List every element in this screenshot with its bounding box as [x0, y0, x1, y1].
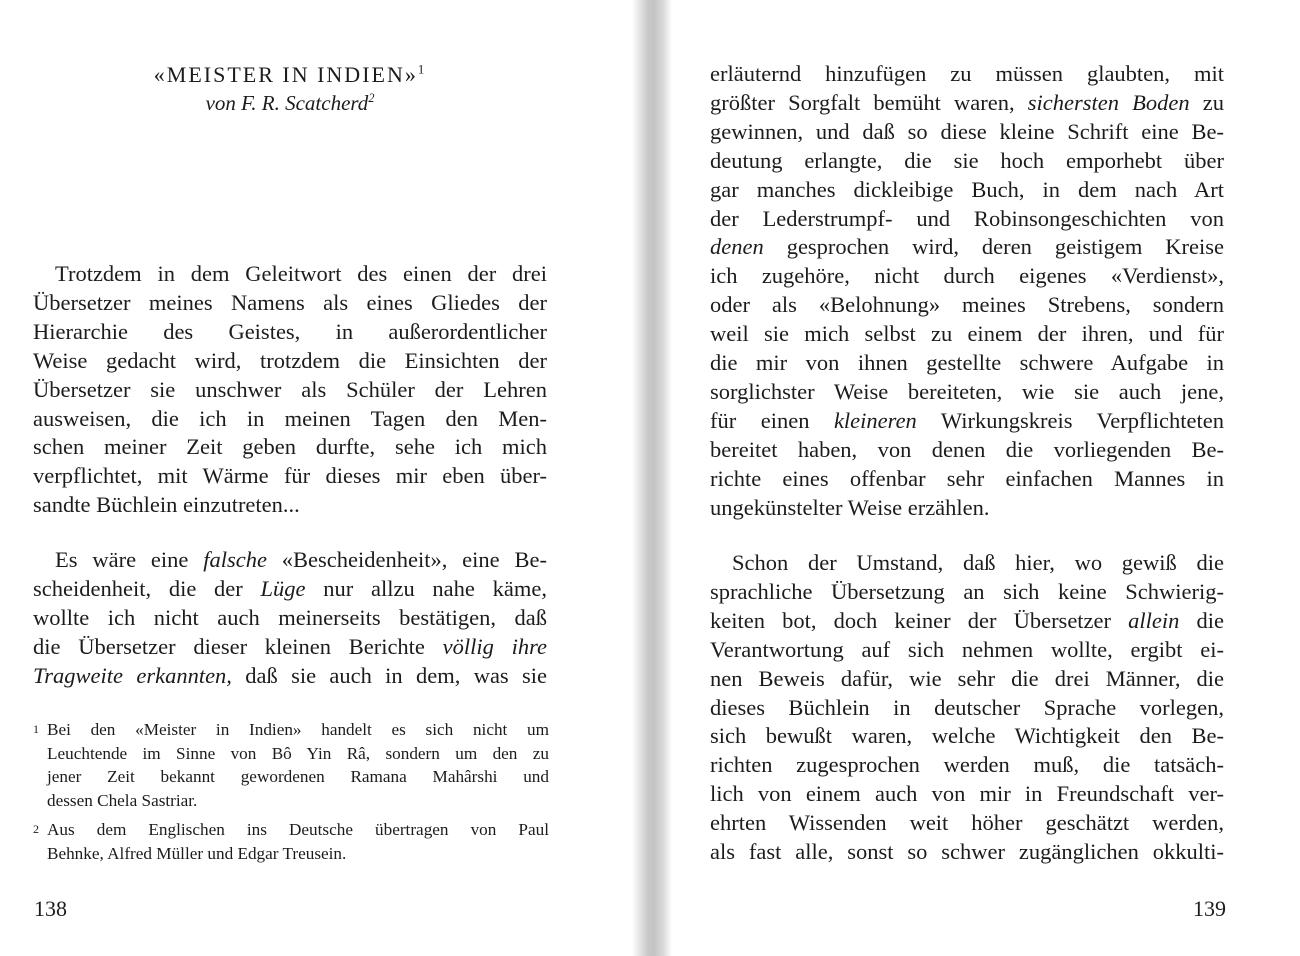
- right-page: [672, 0, 1300, 956]
- text-line: gewinnen, und daß so diese kleine Schrift eine Be-: [710, 118, 1224, 144]
- footnote-line: Bei den «Meister in Indien» handelt es sich nicht um: [47, 720, 549, 739]
- text-line: der Lederstrumpf- und Robinsongeschichten von: [710, 205, 1224, 231]
- text-run: zu: [1189, 89, 1224, 115]
- emphasis-text: Lüge: [260, 575, 306, 601]
- text-line: erläuternd hinzufügen zu müssen glaubten, mit: [710, 61, 1224, 86]
- left-page: [0, 0, 632, 956]
- text-line: gar manches dickleibige Buch, in dem nach Art: [710, 176, 1224, 202]
- text-run: «Bescheidenheit», eine Be-: [266, 547, 547, 572]
- text-line: Übersetzer meines Namens als eines Gliedes der: [33, 289, 547, 315]
- text-line: richten zugesprochen werden muß, die tatsäch-: [710, 752, 1224, 778]
- text-line: weil sie mich selbst zu einem der ihren, und für: [710, 321, 1224, 347]
- text-run: nur allzu nahe käme,: [305, 575, 547, 601]
- text-run: Es wäre eine: [55, 547, 204, 572]
- chapter-title-text: «MEISTER IN INDIEN»: [153, 62, 418, 87]
- footnote-line: Aus dem Englischen ins Deutsche übertragen von Paul: [47, 820, 549, 839]
- text-line: die mir von ihnen gestellte schwere Aufgabe in: [710, 350, 1224, 376]
- emphasis-text: denen: [710, 234, 764, 260]
- text-line: Trotzdem in dem Geleitwort des einen der drei: [55, 261, 547, 286]
- footnote-line: jener Zeit bekannt gewordenen Ramana Mahârshi und: [47, 767, 549, 787]
- text-line: ich zugehöre, nicht durch eigenes «Verdienst»,: [710, 263, 1224, 289]
- footnote-line: Leuchtende im Sinne von Bô Yin Râ, sondern um den zu: [47, 743, 549, 763]
- emphasis-text: Tragweite erkannten,: [33, 662, 232, 688]
- text-line: [33, 546, 547, 575]
- text-run: die: [1179, 607, 1224, 633]
- text-run: größter Sorgfalt bemüht waren,: [710, 89, 1028, 115]
- text-line: schen meiner Zeit geben durfte, sehe ich mich: [33, 434, 547, 460]
- text-line: [710, 607, 1224, 636]
- text-run: daß sie auch in dem, was sie: [231, 662, 547, 688]
- book-spine-gutter: [632, 0, 672, 956]
- text-line: Übersetzer sie unschwer als Schüler der Lehren: [33, 376, 547, 402]
- left-paragraph-2: [33, 546, 547, 691]
- text-line: [710, 233, 1224, 262]
- emphasis-text: kleineren: [833, 407, 917, 433]
- text-line: richte eines offenbar sehr einfachen Mannes in: [710, 465, 1224, 491]
- chapter-author-text: von F. R. Scatcherd: [205, 91, 369, 115]
- emphasis-text: allein: [1128, 607, 1180, 633]
- page-number-left: 138: [34, 896, 67, 921]
- text-line: [33, 575, 547, 604]
- text-run: scheidenheit, die der: [33, 575, 261, 601]
- text-line: oder als «Belohnung» meines Strebens, sondern: [710, 292, 1224, 318]
- text-run: gesprochen wird, deren geistigem Kreise: [763, 234, 1224, 260]
- text-line: Verantwortung auf sich nehmen wollte, ergibt ei-: [710, 636, 1224, 662]
- footnote-mark: 1: [33, 722, 39, 736]
- text-line: [33, 662, 547, 691]
- text-line: sich bewußt waren, welche Wichtigkeit den Be-: [710, 723, 1224, 749]
- author-footnote-mark: 2: [368, 91, 375, 105]
- text-line: sorglichster Weise bereiteten, wie sie auch jene,: [710, 378, 1224, 404]
- footnote-line: dessen Chela Sastriar.: [47, 790, 198, 810]
- text-line: [33, 633, 547, 662]
- footnote-mark: 2: [33, 822, 39, 836]
- chapter-title: [40, 62, 540, 88]
- text-line: Weise gedacht wird, trotzdem die Einsichten der: [33, 347, 547, 373]
- title-footnote-mark: 1: [417, 62, 427, 77]
- right-paragraph-2: [710, 549, 1224, 867]
- text-line: Schon der Umstand, daß hier, wo gewiß die: [732, 550, 1224, 575]
- text-line: sandte Büchlein einzutreten...: [33, 492, 300, 518]
- text-run: für einen: [710, 407, 834, 433]
- footnote-1: [33, 718, 549, 812]
- emphasis-text: sichersten Boden: [1027, 89, 1190, 115]
- text-line: verpflichtet, mit Wärme für dieses mir eben über-: [33, 463, 547, 489]
- text-line: Hierarchie des Geistes, in außerordentlicher: [33, 318, 547, 344]
- text-line: nen Beweis dafür, wie sehr die drei Männer, die: [710, 665, 1224, 691]
- footnote-2: [33, 818, 549, 865]
- text-line: ausweisen, die ich in meinen Tagen den Men-: [33, 405, 547, 431]
- page-number-right: 139: [1193, 896, 1226, 921]
- right-paragraph-1: [710, 60, 1224, 523]
- emphasis-text: falsche: [203, 547, 267, 572]
- text-line: dieses Büchlein in deutscher Sprache vorlegen,: [710, 694, 1224, 720]
- text-run: die Übersetzer dieser kleinen Berichte: [33, 633, 443, 659]
- text-line: sprachliche Übersetzung an sich keine Schwierig-: [710, 578, 1224, 604]
- footnote-line: Behnke, Alfred Müller und Edgar Treusein.: [47, 843, 347, 863]
- chapter-author: [40, 91, 540, 116]
- text-run: Wirkungskreis Verpflichteten: [916, 407, 1224, 433]
- text-line: deutung erlangte, die sie hoch emporhebt über: [710, 147, 1224, 173]
- text-line: [710, 407, 1224, 436]
- text-line: lich von einem auch von mir in Freundschaft ver-: [710, 781, 1224, 807]
- text-line: [710, 89, 1224, 118]
- text-line: als fast alle, sonst so schwer zugänglichen okkulti-: [710, 839, 1224, 865]
- text-run: keiten bot, doch keiner der Übersetzer: [710, 607, 1129, 633]
- text-line: ungekünstelter Weise erzählen.: [710, 494, 990, 520]
- text-line: ehrten Wissenden weit höher geschätzt werden,: [710, 810, 1224, 836]
- text-line: wollte ich nicht auch meinerseits bestätigen, daß: [33, 604, 547, 630]
- text-line: bereitet haben, von denen die vorliegenden Be-: [710, 436, 1224, 462]
- left-paragraph-1: [33, 260, 547, 520]
- emphasis-text: völlig ihre: [442, 633, 547, 659]
